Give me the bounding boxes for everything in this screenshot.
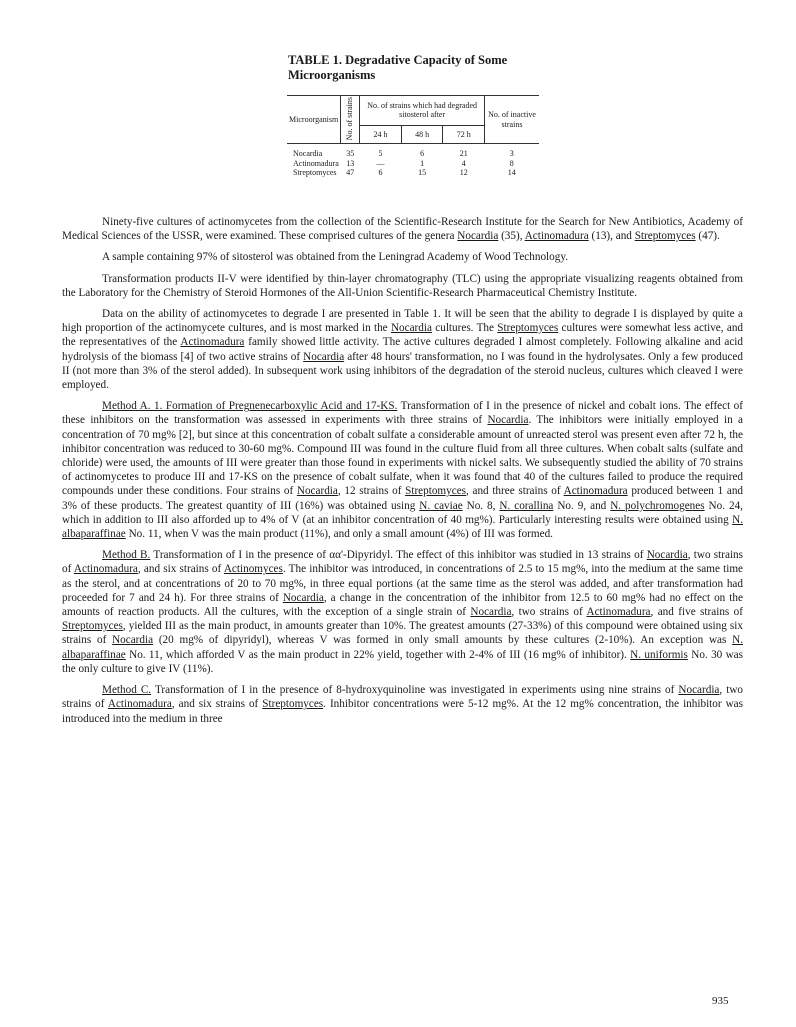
body-text [62, 215, 743, 733]
text-run: (13), and [588, 230, 635, 243]
cell-24h: — [376, 158, 385, 168]
underlined-term: Actinomadura [73, 563, 138, 576]
text-run: No. 11, when V was the main product (11%), and only a small amount (4%) of III was formed. [125, 528, 553, 541]
underlined-term: Method A. 1. Formation of Pregnenecarboxylic Acid and 17-KS. [102, 400, 398, 413]
underlined-term: Nocardia [303, 350, 345, 363]
text-run: , yielded III as the main product, in amounts greater than 10%. The greatest amounts (27-33%) of this compound were obtained using six strains of [62, 620, 743, 647]
underlined-term: Streptomyces [634, 230, 696, 243]
text-run: , two strains of [62, 549, 744, 576]
text-run: A sample containing 97% of sitosterol was obtained from the Leningrad Academy of Wood Technology. [102, 251, 569, 264]
underlined-term: N. uniformis [630, 648, 688, 661]
underlined-term: Actinomadura [107, 698, 172, 711]
paragraph [62, 307, 743, 392]
underlined-term: Nocardia [457, 230, 499, 243]
degradative-capacity-table [287, 95, 539, 178]
table-row [287, 144, 539, 159]
underlined-term: Nocardia [678, 684, 720, 697]
underlined-term: N. caviae [419, 499, 463, 512]
underlined-term: Method B. [102, 549, 151, 562]
paragraph [62, 399, 743, 541]
text-run: No. 9, and [553, 499, 611, 512]
cell-48h: 1 [420, 158, 425, 168]
underlined-term: N. albaparaffinae [62, 513, 743, 541]
text-run: cultures were somewhat less active, and the representatives of the [62, 322, 744, 349]
cell-name: Nocardia [293, 149, 323, 159]
paragraph [62, 272, 743, 300]
header-num-strains: No. of strains [341, 96, 360, 144]
text-run: No. 30 was the only culture to give IV (11%). [62, 648, 743, 675]
header-24h: 24 h [360, 126, 402, 144]
cell-strains: 13 [346, 158, 355, 168]
text-run: produced between 1 and 3% of these products. The greatest quantity of III (16%) was obtained using [62, 485, 744, 512]
table-row [287, 159, 539, 169]
text-run: , 12 strains of [337, 485, 406, 498]
underlined-term: Nocardia [112, 634, 154, 647]
text-run: No. 11, which afforded V as the main product in 22% yield, together with 2-4% of III (16 mg% of inhibitor). [125, 648, 631, 661]
paragraph [62, 215, 743, 243]
header-microorganism: Microorganism [287, 96, 341, 144]
paragraph [62, 250, 743, 264]
cell-72h: 4 [461, 158, 466, 168]
header-48h: 48 h [401, 126, 443, 144]
header-72h: 72 h [443, 126, 485, 144]
cell-strains: 47 [346, 168, 355, 178]
text-run: . Inhibitor concentrations were 5-12 mg%. At the 12 mg% concentration, the inhibitor was introduced into the medium in three [62, 698, 743, 725]
text-run: Data on the ability of actinomycetes to degrade I are presented in Table 1. It will be seen that the ability to degrade I is displayed by quite a high proportion of the actinomycete cultures, and is most marked in the [62, 308, 743, 335]
cell-72h: 21 [459, 149, 468, 159]
cell-48h: 6 [420, 149, 425, 159]
text-run: No. 24, which in addition to III also afforded up to 4% of V (at an inhibitor concentration of 40 mg%). Particularly interesting results were obtained using [62, 499, 743, 526]
underlined-term: Nocardia [282, 591, 324, 604]
underlined-term: Actinomadura [586, 606, 651, 619]
text-run: . The inhibitor was introduced, in concentrations of 2.5 to 15 mg%, into the medium at the same time as the sterol, and at concentrations of 20 to 70 mg%, in three equal portions (at the same time as the sterol was added, and after transformation had proceeded for 7 and 24 h). For three strains of [62, 563, 743, 604]
text-run: family showed little activity. The active cultures degraded I almost completely. Following alkaline and acid hydrolysis of the biomass [4] of two active strains of [62, 336, 743, 363]
header-inactive: No. of inactive strains [485, 96, 540, 144]
cell-strains: 35 [346, 149, 355, 159]
text-run: Transformation products II-V were identified by thin-layer chromatography (TLC) using the appropriate visualizing reagents obtained from the Laboratory for the Chemistry of Steroid Hormones of the All-Union Scientific-Research Pharmaceutical Chemistry Institute. [62, 272, 743, 299]
text-run: , and three strains of [466, 485, 564, 498]
cell-24h: 5 [378, 149, 383, 159]
underlined-term: Streptomyces [405, 485, 467, 498]
text-run: Transformation of I in the presence of nickel and cobalt ions. The effect of these inhibitors on the transformation was assessed in experiments with three strains of [62, 400, 744, 427]
paragraph [62, 683, 743, 726]
underlined-term: Nocardia [470, 606, 512, 619]
text-run: cultures. The [431, 322, 498, 335]
text-run: (47). [695, 230, 720, 243]
cell-72h: 12 [459, 168, 468, 178]
text-run: (20 mg% of dipyridyl), whereas V was formed in only small amounts by these cultures (2-10%). An exception was [153, 634, 733, 647]
text-run: Transformation of I in the presence of αα'-Dipyridyl. The effect of this inhibitor was studied in 13 strains of [150, 549, 647, 562]
text-run: , a change in the concentration of the inhibitor from 12.5 to 60 mg% had no effect on the amounts of reaction products. All the cultures, with the exception of a single strain of [62, 591, 743, 619]
text-run: , and five strains of [650, 606, 743, 619]
cell-inactive: 3 [509, 149, 514, 159]
underlined-term: Method C. [102, 684, 152, 697]
underlined-term: Streptomyces [497, 322, 559, 335]
cell-48h: 15 [418, 168, 427, 178]
cell-inactive: 14 [507, 168, 516, 178]
underlined-term: N. polychromogenes [610, 499, 705, 512]
underlined-term: Actinomadura [524, 230, 589, 243]
underlined-term: N. albaparaffinae [62, 634, 743, 661]
underlined-term: Actinomadura [180, 336, 245, 349]
text-run: , two strains of [511, 606, 587, 619]
table-title: TABLE 1. Degradative Capacity of Some Microorganisms [288, 53, 508, 82]
text-run: , and six strains of [137, 563, 224, 576]
underlined-term: Nocardia [646, 549, 688, 562]
underlined-term: Nocardia [487, 414, 529, 427]
text-run: (35), [498, 230, 525, 243]
text-run: . The inhibitors were initially employed in a concentration of 70 mg% [2], but since at this concentration of cobalt sulfate a considerable amount of unreacted sterol was present even after 72 h, the inhibitor concentration was reduced to 30-60 mg%. Compound III was found in the culture fluid from all three cultures. When cobalt salts (sulfate and chloride) were used, the amounts of III were greater than those found in experiments with nickel salts. We subsequently studied the ability of 70 strains of actinomycetes to produce III and 17-KS on the presence of cobalt sulfate, when it was found that 40 of the cultures failed to produce the required compounds under these conditions. Four strains of [62, 414, 743, 498]
text-run: , and six strains of [171, 698, 263, 711]
text-run: No. 8, [462, 499, 500, 512]
cell-inactive: 8 [509, 158, 514, 168]
paragraph [62, 548, 743, 676]
cell-name: Streptomyces [293, 168, 337, 178]
underlined-term: Streptomyces [262, 698, 324, 711]
header-degraded-group: No. of strains which had degraded sitosterol after [360, 96, 485, 126]
cell-name: Actinomadura [293, 158, 339, 168]
text-run: , two strains of [62, 684, 744, 711]
underlined-term: Actinomadura [563, 485, 628, 498]
cell-24h: 6 [378, 168, 383, 178]
underlined-term: Streptomyces [62, 620, 123, 633]
table-row [287, 168, 539, 178]
underlined-term: Nocardia [390, 322, 432, 335]
page-number: 935 [712, 995, 729, 1007]
underlined-term: Nocardia [296, 485, 338, 498]
text-run: after 48 hours' transformation, no I was found in the hydrolysates. Only a few produced II (not more than 3% of the sterol added). In subsequent work using inhibitors of the degradation of the steroid nucleus, cultures which cleaved I were employed. [62, 350, 743, 392]
underlined-term: Actinomyces [223, 563, 283, 576]
underlined-term: N. corallina [499, 499, 554, 512]
text-run: Transformation of I in the presence of 8-hydroxyquinoline was investigated in experiments using nine strains of [151, 684, 679, 697]
text-run: Ninety-five cultures of actinomycetes from the collection of the Scientific-Research Institute for the Search for New Antibiotics, Academy of Medical Sciences of the USSR, were examined. These comprised cultures of the genera [62, 216, 743, 243]
